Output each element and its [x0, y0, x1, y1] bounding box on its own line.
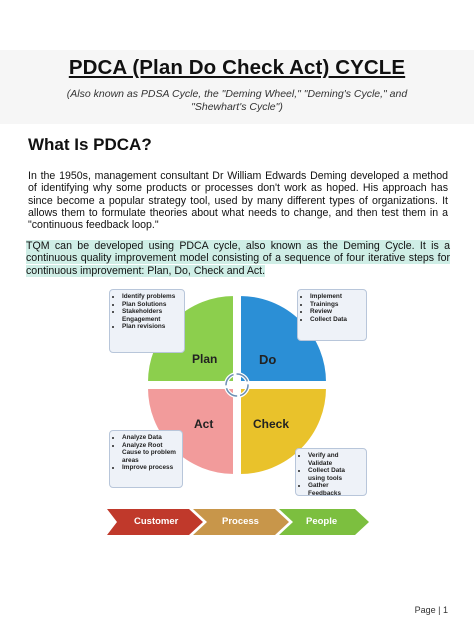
check-label: Check	[253, 417, 290, 431]
page-title: PDCA (Plan Do Check Act) CYCLE	[68, 56, 406, 79]
plan-item: • Plan Solutions	[122, 301, 181, 309]
customer-label: Customer	[134, 516, 179, 527]
people-label: People	[306, 516, 338, 527]
do-box	[297, 289, 367, 341]
plan-item: • Plan revisions	[122, 323, 181, 331]
act-item: • Improve process	[122, 464, 179, 472]
do-item: • Implement	[310, 293, 363, 301]
page-subtitle: (Also known as PDSA Cycle, the "Deming Wheel," "Deming's Cycle," and "Shewhart's Cycle")	[66, 88, 408, 113]
check-item: • Collect Data using tools	[308, 467, 363, 482]
do-item: • Collect Data	[310, 316, 363, 324]
plan-box	[109, 289, 185, 353]
check-box	[295, 448, 367, 496]
plan-item: • Identify problems	[122, 293, 181, 301]
act-box	[109, 430, 183, 488]
do-item: • Trainings	[310, 301, 363, 309]
page-number: Page | 1	[414, 605, 448, 615]
process-label: Process	[222, 516, 259, 527]
plan-item: • Stakeholders Engagement	[122, 308, 181, 323]
plan-label: Plan	[192, 352, 218, 366]
section-heading: What Is PDCA?	[28, 135, 152, 154]
do-label: Do	[259, 352, 277, 367]
intro-paragraph: In the 1950s, management consultant Dr William Edwards Deming developed a method of identifying why some products or processes don't work as hoped. His approach has since become a popular strategy tool, used by many different types of organizations. It allows them to formulate theories about what needs to change, and then test them in a "continuous feedback loop."	[28, 170, 448, 232]
act-item: • Analyze Root Cause to problem areas	[122, 442, 179, 465]
check-item: • Gather Feedbacks	[308, 482, 363, 497]
check-item: • Verify and Validate	[308, 452, 363, 467]
highlighted-paragraph	[26, 240, 450, 277]
act-item: • Analyze Data	[122, 434, 179, 442]
do-item: • Review	[310, 308, 363, 316]
act-label: Act	[194, 417, 214, 431]
highlight-text: TQM can be developed using PDCA cycle, also known as the Deming Cycle. It is a continuous quality improvement model consisting of a sequence of four iterative steps for continuous improvement: Plan, Do, Check and Act.	[26, 240, 450, 277]
